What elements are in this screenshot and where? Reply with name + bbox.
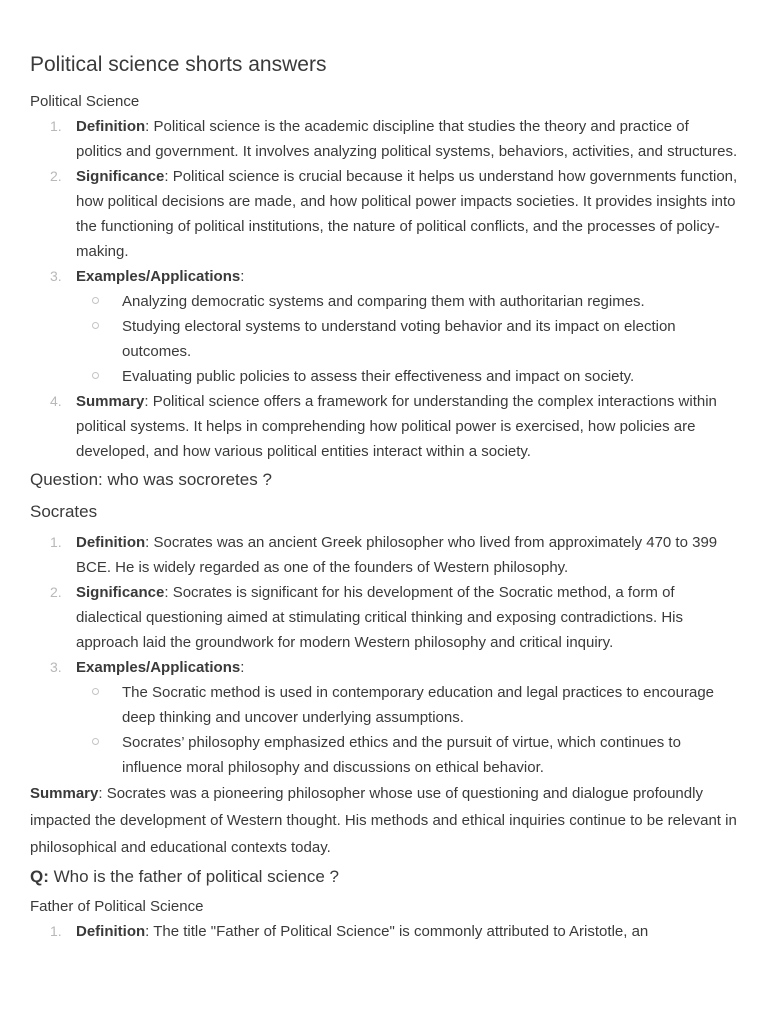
item-term: Definition (76, 118, 146, 135)
item-text: : The title "Father of Political Science" is commonly attributed to Aristotle, an (145, 923, 649, 940)
example-text: Analyzing democratic systems and comparing them with authoritarian regimes. (122, 293, 645, 310)
list-number: 2. (50, 584, 62, 600)
item-text: : Socrates is significant for his development of the Socratic method, a form of dialectical questioning aimed at stimulating critical thinking and exposing contradictions. His approach laid the groundwork for modern Western philosophy and critical inquiry. (76, 584, 683, 651)
list-number: 3. (50, 268, 62, 284)
list-number: 4. (50, 393, 62, 409)
socrates-list (30, 530, 738, 780)
item-text: : Political science is crucial because it helps us understand how governments function, how political decisions are made, and how political power impacts societies. It provides insights into the functioning of political institutions, the nature of political conflicts, and the processes of policy-making. (76, 168, 738, 260)
example-text: Studying electoral systems to understand voting behavior and its impact on election outcomes. (122, 318, 676, 360)
list-number: 1. (50, 118, 62, 134)
example-text: Socrates’ philosophy emphasized ethics and the pursuit of virtue, which continues to influence moral philosophy and discussions on ethical behavior. (122, 734, 681, 776)
circle-bullet-icon (92, 372, 99, 379)
example-item (76, 314, 738, 364)
list-item (30, 389, 738, 464)
list-number: 2. (50, 168, 62, 184)
circle-bullet-icon (92, 738, 99, 745)
examples-list (76, 289, 738, 389)
example-text: The Socratic method is used in contemporary education and legal practices to encourage deep thinking and uncover underlying assumptions. (122, 684, 715, 726)
section-title-socrates: Socrates (30, 502, 98, 521)
item-text: : Socrates was an ancient Greek philosopher who lived from approximately 470 to 399 BCE. He is widely regarded as one of the founders of Western philosophy. (76, 534, 718, 576)
list-item (30, 580, 738, 655)
item-text: : Political science is the academic discipline that studies the theory and practice of politics and government. It involves analyzing political systems, behaviors, activities, and structures. (76, 118, 738, 160)
example-item (76, 680, 738, 730)
document-title: Political science shorts answers (30, 53, 327, 76)
list-number: 3. (50, 659, 62, 675)
list-item (30, 114, 738, 164)
item-term: Examples/Applications (76, 268, 241, 285)
question-heading (30, 863, 738, 891)
socrates-summary (30, 780, 738, 861)
section-title-father: Father of Political Science (30, 898, 204, 915)
list-item (30, 530, 738, 580)
question-prefix: Q: (30, 867, 49, 886)
item-term: Examples/Applications (76, 659, 241, 676)
example-item (76, 730, 738, 780)
item-term: Significance (76, 168, 165, 185)
political-science-list (30, 114, 738, 464)
circle-bullet-icon (92, 297, 99, 304)
item-term: Definition (76, 923, 146, 940)
example-item (76, 364, 738, 389)
summary-text: : Socrates was a pioneering philosopher whose use of questioning and dialogue profoundly impacted the development of Western thought. His methods and ethical inquiries continue to be relevant in philosophical and educational contexts today. (30, 785, 737, 856)
item-text: : (240, 268, 245, 285)
item-text: : Political science offers a framework for understanding the complex interactions within political systems. It helps in comprehending how political power is exercised, how policies are developed, and how various political entities interact within a society. (76, 393, 717, 460)
section-title-political-science: Political Science (30, 93, 140, 110)
example-item (76, 289, 738, 314)
examples-list (76, 680, 738, 780)
circle-bullet-icon (92, 322, 99, 329)
list-number: 1. (50, 534, 62, 550)
list-item (30, 919, 738, 944)
question-text: Who is the father of political science ? (48, 867, 339, 886)
list-item (30, 264, 738, 389)
circle-bullet-icon (92, 688, 99, 695)
list-item (30, 655, 738, 780)
list-item (30, 164, 738, 264)
example-text: Evaluating public policies to assess their effectiveness and impact on society. (122, 368, 635, 385)
item-term: Significance (76, 584, 165, 601)
list-number: 1. (50, 923, 62, 939)
item-term: Summary (76, 393, 145, 410)
item-term: Definition (76, 534, 146, 551)
father-list (30, 919, 738, 944)
item-text: : (240, 659, 245, 676)
question-heading: Question: who was socroretes ? (30, 470, 272, 489)
summary-term: Summary (30, 785, 99, 802)
